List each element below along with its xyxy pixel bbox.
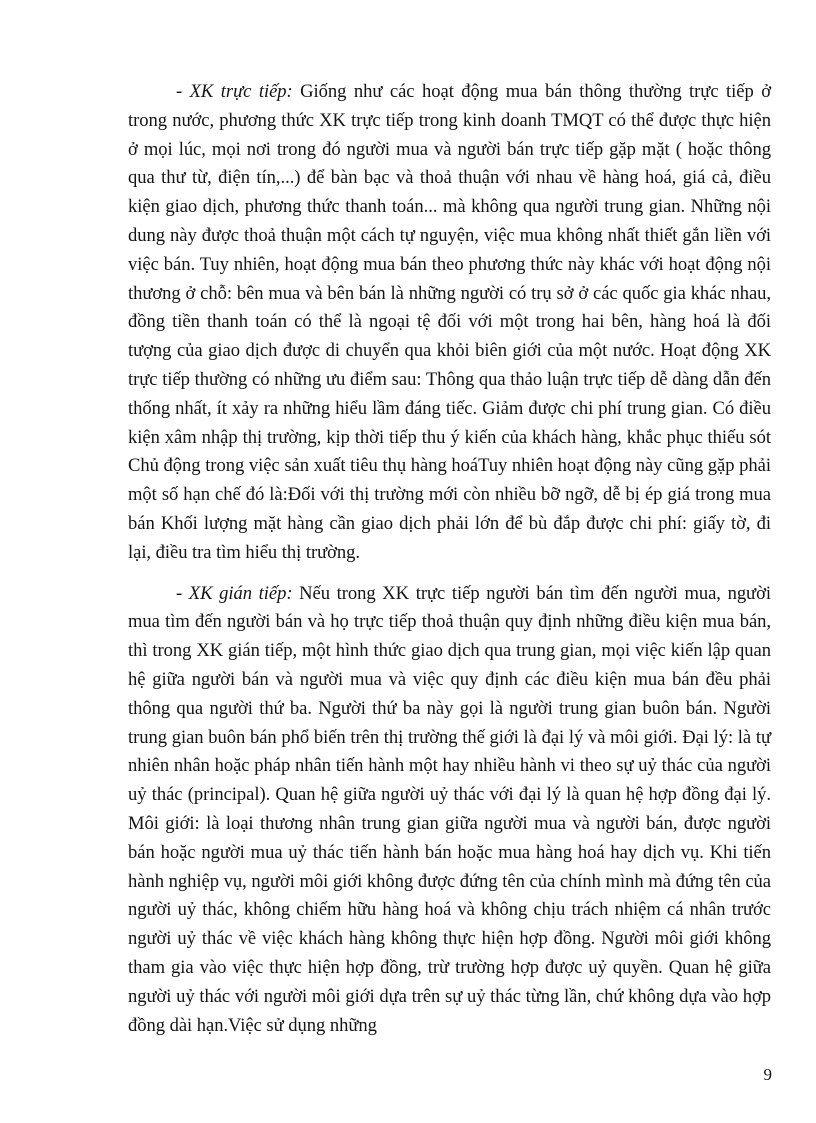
paragraph-body-indirect-export: Nếu trong XK trực tiếp người bán tìm đến người mua, người mua tìm đến người bán và họ trực tiếp thoả thuận quy định những điều kiện mua bán, thì trong XK gián tiếp, một hình thức giao dịch qua trung gian, mọi việc kiến lập quan hệ giữa người bán và người mua và việc quy định các điều kiện mua bán đều phải thông qua người thứ ba. Người thứ ba này gọi là người trung gian buôn bán. Người trung gian buôn bán phổ biến trên thị trường thế giới là đại lý và môi giới. Đại lý: là tự nhiên nhân hoặc pháp nhân tiến hành một hay nhiều hành vi theo sự uỷ thác của người uỷ thác (principal). Quan hệ giữa người uỷ thác với đại lý là quan hệ hợp đồng đại lý. Môi giới: là loại thương nhân trung gian giữa người mua và người bán, được người bán hoặc người mua uỷ thác tiến hành bán hoặc mua hàng hoá hay dịch vụ. Khi tiến hành nghiệp vụ, người môi giới không được đứng tên của chính mình mà đứng tên của người uỷ thác, không chiếm hữu hàng hoá và không chịu trách nhiệm cá nhân trước người uỷ thác về việc khách hàng không thực hiện hợp đồng. Người môi giới không tham gia vào việc thực hiện hợp đồng, trừ trường hợp được uỷ quyền. Quan hệ giữa người uỷ thác với người môi giới dựa trên sự uỷ thác từng lần, chứ không dựa vào hợp đồng dài hạn.Việc sử dụng những: [128, 582, 771, 1036]
paragraph-lead-direct-export: - XK trực tiếp:: [176, 81, 293, 102]
page-number: 9: [763, 1065, 772, 1084]
paragraph-body-direct-export: Giống như các hoạt động mua bán thông thường trực tiếp ở trong nước, phương thức XK trực tiếp trong kinh doanh TMQT có thể được thực hiện ở mọi lúc, mọi nơi trong đó người mua và người bán trực tiếp gặp mặt ( hoặc thông qua thư từ, điện tín,...) để bàn bạc và thoả thuận với nhau về hàng hoá, giá cả, điều kiện giao dịch, phương thức thanh toán... mà không qua người trung gian. Những nội dung này được thoả thuận một cách tự nguyện, việc mua không nhất thiết gắn liền với việc bán. Tuy nhiên, hoạt động mua bán theo phương thức này khác với hoạt động nội thương ở chỗ: bên mua và bên bán là những người có trụ sở ở các quốc gia khác nhau, đồng tiền thanh toán có thể là ngoại tệ đối với một trong hai bên, hàng hoá là đối tượng của giao dịch được di chuyển qua khỏi biên giới của một nước. Hoạt động XK trực tiếp thường có những ưu điểm sau: Thông qua thảo luận trực tiếp dễ dàng dẫn đến thống nhất, ít xảy ra những hiểu lầm đáng tiếc. Giảm được chi phí trung gian. Có điều kiện xâm nhập thị trường, kịp thời tiếp thu ý kiến của khách hàng, khắc phục thiếu sót Chủ động trong việc sản xuất tiêu thụ hàng hoáTuy nhiên hoạt động này cũng gặp phải một số hạn chế đó là:Đối với thị trường mới còn nhiều bỡ ngỡ, dễ bị ép giá trong mua bán Khối lượng mặt hàng cần giao dịch phải lớn để bù đắp được chi phí: giấy tờ, đi lại, điều tra tìm hiểu thị trường.: [128, 81, 771, 563]
paragraph-lead-indirect-export: - XK gián tiếp:: [176, 582, 293, 604]
document-page: [128, 78, 771, 1040]
paragraph-indirect-export: [128, 580, 771, 1041]
paragraph-direct-export: [128, 78, 771, 568]
